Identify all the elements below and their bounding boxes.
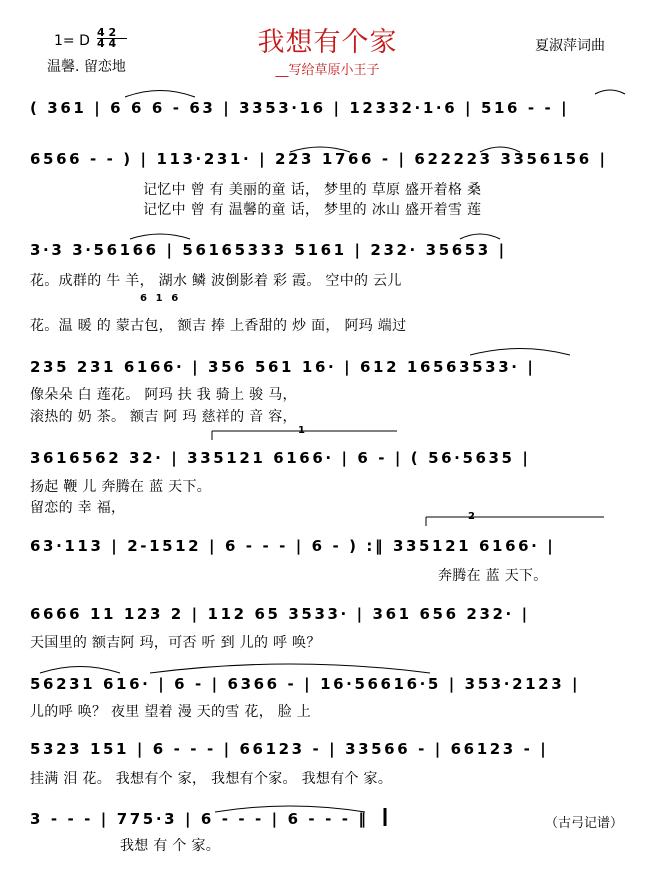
lyrics-line-4-verse-2: 滚热的 奶 茶。 额吉 阿 玛 慈祥的 音 容，	[30, 409, 297, 425]
song-title: 我想有个家	[257, 27, 398, 58]
lyrics-line-9: 挂满 泪 花。 我想有个 家， 我想有个家。 我想有个 家。	[30, 771, 393, 787]
notation-line-2: 6566 - - ) | 113·231· | 223 1766 - | 622223 3356156 |	[30, 150, 608, 168]
lyrics-line-10: 我想 有 个 家。	[120, 838, 221, 854]
lyrics-line-2-verse-2: 记忆中 曾 有 温馨的童 话， 梦里的 冰山 盛开着雪 莲	[143, 202, 482, 218]
key-signature: 1= D	[54, 33, 90, 49]
lyrics-line-7: 天国里的 额吉阿 玛，可否 听 到 儿的 呼 唤？	[30, 635, 321, 651]
notation-line-1: ( 361 | 6 6 6 - 63 | 3353·16 | 12332·1·6 | 516 - - |	[30, 99, 570, 117]
notation-line-4: 235 231 6166· | 356 561 16· | 612 16563533· |	[30, 358, 536, 376]
variant-notes-annotation: 6 1 6	[140, 293, 181, 304]
volta-1-label: 1	[298, 425, 308, 436]
lyrics-line-8: 儿的呼 唤？ 夜里 望着 漫 天的雪 花， 脸 上	[30, 704, 312, 720]
lyrics-line-4-verse-1: 像朵朵 白 莲花。 阿玛 扶 我 骑上 骏 马，	[30, 387, 297, 403]
lyrics-line-2-verse-1: 记忆中 曾 有 美丽的童 话， 梦里的 草原 盛开着格 桑	[143, 182, 482, 198]
meter-bottom: 4 4	[97, 37, 117, 50]
tempo-marking: 温馨. 留恋地	[47, 59, 126, 75]
lyrics-line-5-verse-2: 留恋的 幸 福，	[30, 500, 126, 516]
slur	[460, 234, 500, 239]
volta-2-label: 2	[468, 511, 478, 522]
lyrics-line-3-verse-2: 花。温 暖 的 蒙古包， 额吉 捧 上香甜的 炒 面， 阿玛 端过	[30, 318, 407, 334]
notation-line-8: 56231 616· | 6 - | 6366 - | 16·56616·5 | 353·2123 |	[30, 675, 581, 693]
notation-line-3: 3·3 3·56166 | 56165333 5161 | 232· 35653 |	[30, 241, 507, 259]
lyrics-line-6: 奔腾在 蓝 天下。	[438, 568, 548, 584]
slur	[125, 91, 195, 98]
slur	[130, 234, 190, 239]
meter-top: 4 2	[97, 26, 117, 39]
notation-line-5: 3616562 32· | 335121 6166· | 6 - | ( 56·5635 |	[30, 449, 531, 467]
transcriber-credit: （古弓记谱）	[545, 816, 624, 831]
notation-line-9: 5323 151 | 6 - - - | 66123 - | 33566 - | 66123 - |	[30, 740, 549, 758]
slur	[40, 667, 120, 674]
notation-line-6: 63·113 | 2-1512 | 6 - - - | 6 - ) :‖ 335121 6166· |	[30, 537, 556, 555]
slur	[470, 349, 570, 356]
notation-line-7: 6666 11 123 2 | 112 65 3533· | 361 656 232· |	[30, 605, 530, 623]
slur	[150, 664, 430, 673]
lyrics-line-5-verse-1: 扬起 鞭 儿 奔腾在 蓝 天下。	[30, 479, 212, 495]
composer-credit: 夏淑萍词曲	[535, 38, 605, 54]
slur	[595, 90, 625, 94]
notation-line-10: 3 - - - | 775·3 | 6 - - - | 6 - - - ‖	[30, 810, 369, 828]
lyrics-line-3-verse-1: 花。成群的 牛 羊， 湖水 鳞 波倒影着 彩 霞。 空中的 云儿	[30, 273, 402, 289]
song-subtitle: __写给草原小王子	[275, 63, 380, 78]
